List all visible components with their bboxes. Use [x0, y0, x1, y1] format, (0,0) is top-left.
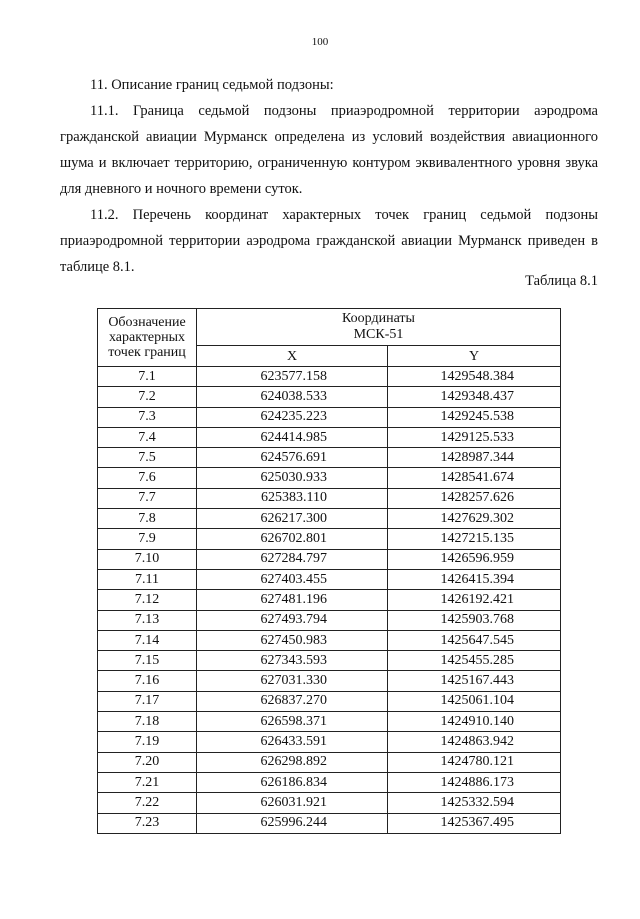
y-coordinate-cell: 1427629.302	[388, 509, 561, 529]
page-number: 100	[311, 36, 329, 48]
y-coordinate-cell: 1426415.394	[388, 569, 561, 589]
table-row	[98, 529, 561, 549]
point-cell: 7.14	[98, 630, 197, 650]
x-coordinate-cell: 626433.591	[197, 732, 388, 752]
y-coordinate-cell: 1425061.104	[388, 691, 561, 711]
table-row	[98, 671, 561, 691]
point-cell: 7.3	[98, 407, 197, 427]
point-cell: 7.8	[98, 509, 197, 529]
table-row	[98, 630, 561, 650]
x-coordinate-cell: 627403.455	[197, 569, 388, 589]
table-row	[98, 549, 561, 569]
x-coordinate-cell: 624038.533	[197, 387, 388, 407]
point-cell: 7.4	[98, 427, 197, 447]
x-coordinate-cell: 627450.983	[197, 630, 388, 650]
table-row	[98, 448, 561, 468]
point-cell: 7.11	[98, 569, 197, 589]
y-coordinate-cell: 1429348.437	[388, 387, 561, 407]
y-coordinate-cell: 1427215.135	[388, 529, 561, 549]
y-coordinate-cell: 1424910.140	[388, 712, 561, 732]
table-row	[98, 610, 561, 630]
y-coordinate-cell: 1426192.421	[388, 590, 561, 610]
x-coordinate-cell: 624414.985	[197, 427, 388, 447]
table-row	[98, 590, 561, 610]
x-coordinate-cell: 626217.300	[197, 509, 388, 529]
x-coordinate-cell: 626298.892	[197, 752, 388, 772]
table-row	[98, 407, 561, 427]
y-coordinate-cell: 1429548.384	[388, 367, 561, 387]
y-coordinate-cell: 1424863.942	[388, 732, 561, 752]
point-cell: 7.23	[98, 813, 197, 833]
table-row	[98, 651, 561, 671]
table-row	[98, 772, 561, 792]
x-coordinate-cell: 626837.270	[197, 691, 388, 711]
point-cell: 7.1	[98, 367, 197, 387]
point-cell: 7.22	[98, 793, 197, 813]
x-coordinate-cell: 626702.801	[197, 529, 388, 549]
x-coordinate-cell: 624576.691	[197, 448, 388, 468]
x-coordinate-cell: 623577.158	[197, 367, 388, 387]
point-cell: 7.5	[98, 448, 197, 468]
table-row	[98, 468, 561, 488]
point-cell: 7.16	[98, 671, 197, 691]
table-row	[98, 691, 561, 711]
point-cell: 7.20	[98, 752, 197, 772]
section-heading: 11. Описание границ седьмой подзоны:	[90, 77, 334, 93]
table-row	[98, 367, 561, 387]
y-coordinate-cell: 1425647.545	[388, 630, 561, 650]
y-coordinate-cell: 1425332.594	[388, 793, 561, 813]
y-coordinate-cell: 1428257.626	[388, 488, 561, 508]
x-coordinate-cell: 625030.933	[197, 468, 388, 488]
table-row	[98, 387, 561, 407]
table-row	[98, 509, 561, 529]
y-coordinate-cell: 1428987.344	[388, 448, 561, 468]
header-coordinates-title: Координаты	[342, 311, 415, 326]
header-y: Y	[388, 346, 561, 367]
point-cell: 7.15	[98, 651, 197, 671]
x-coordinate-cell: 627284.797	[197, 549, 388, 569]
coordinates-table	[97, 308, 561, 834]
x-coordinate-cell: 624235.223	[197, 407, 388, 427]
y-coordinate-cell: 1428541.674	[388, 468, 561, 488]
table-row	[98, 813, 561, 833]
point-cell: 7.19	[98, 732, 197, 752]
y-coordinate-cell: 1425367.495	[388, 813, 561, 833]
header-point-designation: Обозначение характерных точек границ	[98, 309, 197, 367]
x-coordinate-cell: 626598.371	[197, 712, 388, 732]
point-cell: 7.10	[98, 549, 197, 569]
header-x: X	[197, 346, 388, 367]
y-coordinate-cell: 1429125.533	[388, 427, 561, 447]
paragraph-11-2: 11.2. Перечень координат характерных точек границ седьмой подзоны приаэродромной территории аэродрома гражданской авиации Мурманск приведен в таблице 8.1.	[60, 207, 598, 275]
y-coordinate-cell: 1429245.538	[388, 407, 561, 427]
header-coordinates	[197, 309, 561, 346]
table-body	[98, 367, 561, 834]
x-coordinate-cell: 625383.110	[197, 488, 388, 508]
x-coordinate-cell: 626031.921	[197, 793, 388, 813]
x-coordinate-cell: 627343.593	[197, 651, 388, 671]
header-coordinates-system: МСК-51	[353, 327, 404, 342]
y-coordinate-cell: 1426596.959	[388, 549, 561, 569]
table-row	[98, 712, 561, 732]
y-coordinate-cell: 1424780.121	[388, 752, 561, 772]
point-cell: 7.7	[98, 488, 197, 508]
y-coordinate-cell: 1425455.285	[388, 651, 561, 671]
table-row	[98, 569, 561, 589]
point-cell: 7.17	[98, 691, 197, 711]
x-coordinate-cell: 625996.244	[197, 813, 388, 833]
point-cell: 7.13	[98, 610, 197, 630]
table-row	[98, 488, 561, 508]
table-caption: Таблица 8.1	[525, 273, 598, 289]
paragraph-11-1: 11.1. Граница седьмой подзоны приаэродромной территории аэродрома гражданской авиации Мурманск определена из условий воздействия авиационного шума и включает территорию, ограниченную контуром эквивалентного уровня звука для дневного и ночного времени суток.	[60, 103, 598, 197]
y-coordinate-cell: 1425167.443	[388, 671, 561, 691]
point-cell: 7.18	[98, 712, 197, 732]
x-coordinate-cell: 627481.196	[197, 590, 388, 610]
point-cell: 7.6	[98, 468, 197, 488]
x-coordinate-cell: 626186.834	[197, 772, 388, 792]
point-cell: 7.2	[98, 387, 197, 407]
x-coordinate-cell: 627031.330	[197, 671, 388, 691]
table-row	[98, 793, 561, 813]
table-row	[98, 427, 561, 447]
table-row	[98, 752, 561, 772]
point-cell: 7.9	[98, 529, 197, 549]
point-cell: 7.12	[98, 590, 197, 610]
table-row	[98, 732, 561, 752]
y-coordinate-cell: 1424886.173	[388, 772, 561, 792]
y-coordinate-cell: 1425903.768	[388, 610, 561, 630]
x-coordinate-cell: 627493.794	[197, 610, 388, 630]
point-cell: 7.21	[98, 772, 197, 792]
